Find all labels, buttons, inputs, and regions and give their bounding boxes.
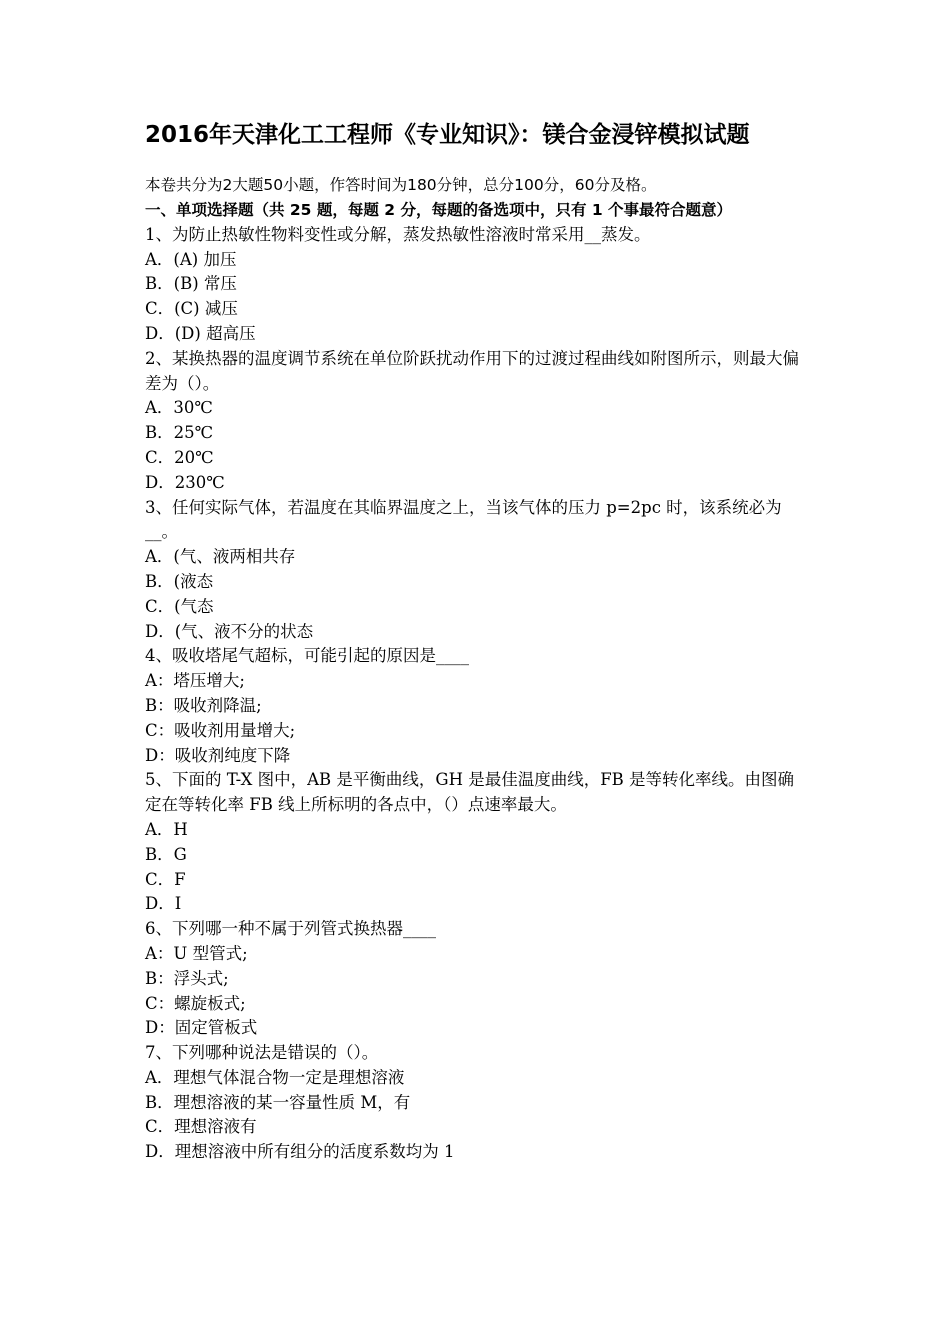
document-body bbox=[145, 173, 810, 1165]
option-b: B．(液态 bbox=[145, 571, 214, 591]
option-d: D．理想溶液中所有组分的活度系数均为 1 bbox=[145, 1142, 455, 1162]
question-7 bbox=[145, 1041, 810, 1165]
option-c: C．理想溶液有 bbox=[145, 1117, 257, 1137]
question-3 bbox=[145, 496, 810, 645]
option-d: D：吸收剂纯度下降 bbox=[145, 745, 291, 765]
option-c: C．(C) 减压 bbox=[145, 299, 238, 319]
question-stem: 4、吸收塔尾气超标，可能引起的原因是____ bbox=[145, 646, 469, 666]
option-a: A．30℃ bbox=[145, 398, 213, 418]
question-stem: 6、下列哪一种不属于列管式换热器____ bbox=[145, 919, 436, 939]
question-1 bbox=[145, 223, 810, 347]
option-c: C：螺旋板式; bbox=[145, 993, 246, 1013]
option-d: D．(D) 超高压 bbox=[145, 323, 256, 343]
option-b: B：吸收剂降温; bbox=[145, 695, 262, 715]
option-a: A．(A) 加压 bbox=[145, 249, 237, 269]
option-b: B．(B) 常压 bbox=[145, 274, 237, 294]
option-c: C：吸收剂用量增大; bbox=[145, 720, 296, 740]
option-c: C．(气态 bbox=[145, 596, 214, 616]
question-6 bbox=[145, 917, 810, 1041]
option-a: A．H bbox=[145, 819, 188, 839]
option-b: B．G bbox=[145, 844, 187, 864]
option-b: B．25℃ bbox=[145, 423, 214, 443]
option-d: D．(气、液不分的状态 bbox=[145, 621, 314, 641]
question-2 bbox=[145, 347, 810, 496]
question-stem: 2、某换热器的温度调节系统在单位阶跃扰动作用下的过渡过程曲线如附图所示，则最大偏差为（）。 bbox=[145, 348, 799, 393]
option-a: A：U 型管式; bbox=[145, 943, 248, 963]
option-b: B：浮头式; bbox=[145, 968, 229, 988]
question-stem: 5、下面的 T-X 图中，AB 是平衡曲线，GH 是最佳温度曲线，FB 是等转化率线。由图确定在等转化率 FB 线上所标明的各点中，（）点速率最大。 bbox=[145, 770, 795, 815]
document-title: 2016年天津化工工程师《专业知识》：镁合金浸锌模拟试题 bbox=[145, 122, 750, 148]
option-a: A．(气、液两相共存 bbox=[145, 547, 296, 567]
option-a: A．理想气体混合物一定是理想溶液 bbox=[145, 1067, 405, 1087]
question-stem: 3、任何实际气体，若温度在其临界温度之上，当该气体的压力 p=2pc 时，该系统必为__。 bbox=[145, 497, 782, 542]
option-b: B．理想溶液的某一容量性质 M，有 bbox=[145, 1092, 411, 1112]
option-d: D：固定管板式 bbox=[145, 1018, 258, 1038]
option-c: C．F bbox=[145, 869, 186, 889]
option-a: A：塔压增大; bbox=[145, 671, 245, 691]
exam-intro: 本卷共分为2大题50小题，作答时间为180分钟，总分100分，60分及格。 bbox=[145, 176, 657, 194]
option-c: C．20℃ bbox=[145, 447, 214, 467]
option-d: D．230℃ bbox=[145, 472, 225, 492]
question-stem: 7、下列哪种说法是错误的（）。 bbox=[145, 1043, 379, 1063]
question-stem: 1、为防止热敏性物料变性或分解，蒸发热敏性溶液时常采用__蒸发。 bbox=[145, 224, 651, 244]
section-heading: 一、单项选择题（共 25 题，每题 2 分，每题的备选项中，只有 1 个事最符合题意） bbox=[145, 201, 733, 219]
option-d: D．I bbox=[145, 894, 182, 914]
question-5 bbox=[145, 768, 810, 917]
question-4 bbox=[145, 644, 810, 768]
